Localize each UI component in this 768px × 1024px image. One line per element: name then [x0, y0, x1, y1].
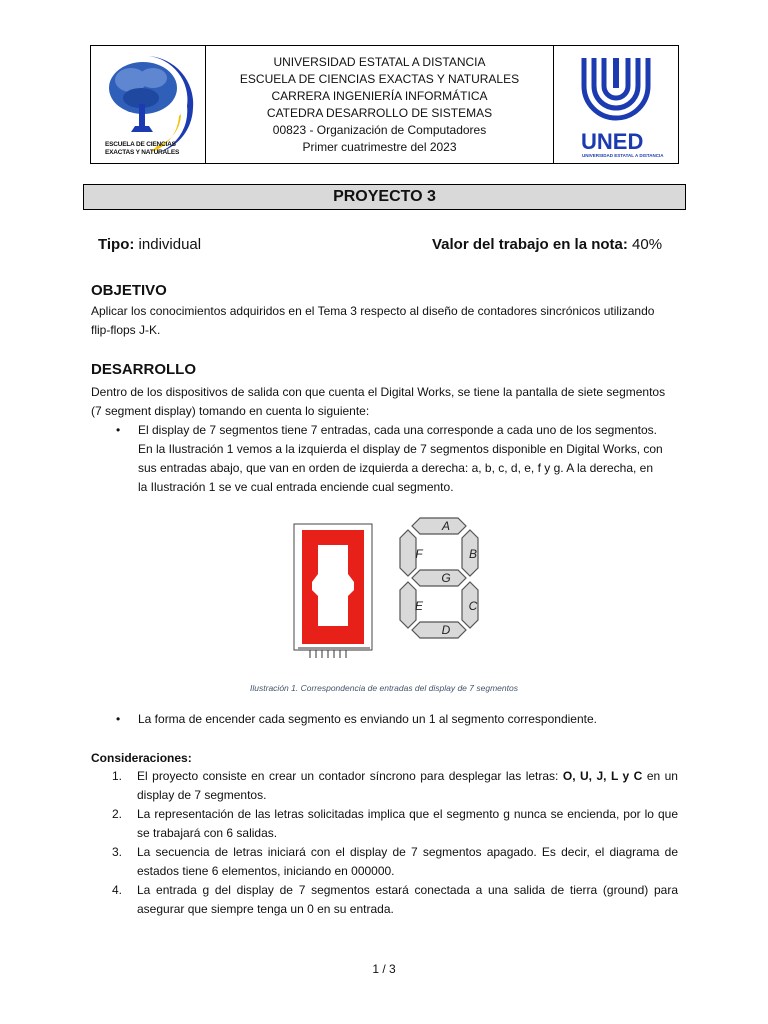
- figure-caption: Ilustración 1. Correspondencia de entradas del display de 7 segmentos: [250, 683, 518, 693]
- desarrollo-line: (7 segment display) tomando en cuenta lo siguiente:: [91, 404, 370, 418]
- uned-subtitle: UNIVERSIDAD ESTATAL A DISTANCIA: [582, 153, 664, 158]
- header-text: [206, 46, 554, 163]
- tipo-line: [98, 236, 201, 253]
- desarrollo-heading: DESARROLLO: [91, 361, 196, 378]
- valor-value: 40%: [627, 236, 663, 253]
- segment-label: E: [414, 599, 424, 613]
- segment-label: G: [441, 571, 451, 585]
- document-page: ESCUELA DE CIENCIAS EXACTAS Y NATURALES UNIVERSIDAD ESTATAL A DISTANCIA ESCUELA DE CIENCIAS EXACTAS Y NATURALES CARRERA INGENIERÍA INFORMÁTICA CATEDRA DESARROLLO DE SISTEMAS 00823 - Organización de Computadores Primer cuatrimestre del 2023 UNED UNIVERSIDAD ESTATAL A DISTANCIA PROYECTO 3 Tipo: individual Valor del trabajo en la nota: 40% OBJETIVO Aplicar los conocimientos adquiridos en el Tema 3 respecto al diseño de contadores sincrónicos utilizando flip-flops J-K. DESARROLLO Dentro de los dispositivos de salida con que cuenta el Digital Works, se tiene la pantalla de siete segmentos (7 segment display) tomando en cuenta lo siguiente: • El display de 7 segmentos tiene 7 entradas, cada una corresponde a cada uno de los segmentos. En la Ilustración 1 vemos a la izquierda el display de 7 segmentos disponible en Digital Works, con sus entradas abajo, que van en orden de izquierda a derecha: a, b, c, d, e, f y g. A la derecha, en la Ilustración 1 se ve cual entrada enciende cual segmento. A B C D E F G Ilustración 1. Correspondencia de entradas del display de 7 segmentos • La forma de encender cada segmento es enviando un 1 al segmento correspondiente. Consideraciones: 1. El proyecto consiste en crear un contador síncrono para desplegar las letras: O, U, J, L y C en un display de 7 segmentos. 2. La representación de las letras solicitadas implica que el segmento g nunca se encienda, por lo que se trabajará con 6 salidas. 3. La secuencia de letras iniciará con el display de 7 segmentos apagado. Es decir, el diagrama de estados tiene 6 elementos, iniciando en 000000. 4. La entrada g del display de 7 segmentos estará conectada a una salida de tierra (ground) para asegurar que siempre tenga un 0 en su entrada. 1 / 3: [0, 0, 768, 1024]
- bullet-text: la Ilustración 1 se ve cual entrada enciende cual segmento.: [138, 480, 454, 494]
- objetivo-heading: OBJETIVO: [91, 282, 167, 299]
- segment-label: A: [441, 519, 451, 533]
- header-line: CARRERA INGENIERÍA INFORMÁTICA: [271, 88, 488, 103]
- header-line: ESCUELA DE CIENCIAS EXACTAS Y NATURALES: [239, 71, 520, 86]
- header-line: Primer cuatrimestre del 2023: [302, 139, 457, 154]
- header-line: CATEDRA DESARROLLO DE SISTEMAS: [266, 105, 493, 120]
- bullet-icon: •: [116, 712, 121, 726]
- page-number: 1 / 3: [372, 962, 396, 976]
- uned-logo: [554, 46, 678, 163]
- digital-works-display-icon: [294, 524, 372, 658]
- project-title: PROYECTO 3: [83, 184, 686, 210]
- desarrollo-line: Dentro de los dispositivos de salida con que cuenta el Digital Works, se tiene la pantalla de siete segmentos: [91, 385, 666, 399]
- bullet-text: El display de 7 segmentos tiene 7 entradas, cada una corresponde a cada uno de los segmentos.: [138, 423, 658, 437]
- objetivo-line: flip-flops J-K.: [91, 323, 161, 337]
- bullet-text: La forma de encender cada segmento es enviando un 1 al segmento correspondiente.: [138, 712, 597, 726]
- school-logo-caption: ESCUELA DE CIENCIAS EXACTAS Y NATURALES: [105, 141, 180, 156]
- tipo-value: individual: [134, 236, 202, 253]
- tipo-label: Tipo:: [98, 236, 135, 253]
- consideraciones-heading: Consideraciones:: [91, 751, 192, 765]
- bullet-text: En la Ilustración 1 vemos a la izquierda el display de 7 segmentos disponible en Digital Works, con: [138, 442, 663, 456]
- objetivo-line: Aplicar los conocimientos adquiridos en el Tema 3 respecto al diseño de contadores sincrónicos utilizando: [91, 304, 655, 318]
- seven-segment-figure: [292, 516, 492, 662]
- segment-label: B: [468, 547, 478, 561]
- valor-label: Valor del trabajo en la nota:: [432, 236, 628, 253]
- bullet-text: sus entradas abajo, que van en orden de izquierda a derecha: a, b, c, d, e, f y g. A la derecha, en: [138, 461, 654, 475]
- segment-label: D: [441, 623, 451, 637]
- valor-line: [432, 236, 662, 253]
- segment-label: F: [415, 547, 423, 561]
- segment-map-icon: [400, 518, 478, 638]
- uned-wordmark: UNED: [581, 129, 644, 154]
- segment-label: C: [468, 599, 478, 613]
- header-table: [90, 45, 679, 164]
- bullet-icon: •: [116, 423, 121, 437]
- header-line: 00823 - Organización de Computadores: [272, 122, 487, 137]
- school-logo: [91, 46, 206, 163]
- header-line: UNIVERSIDAD ESTATAL A DISTANCIA: [273, 54, 486, 69]
